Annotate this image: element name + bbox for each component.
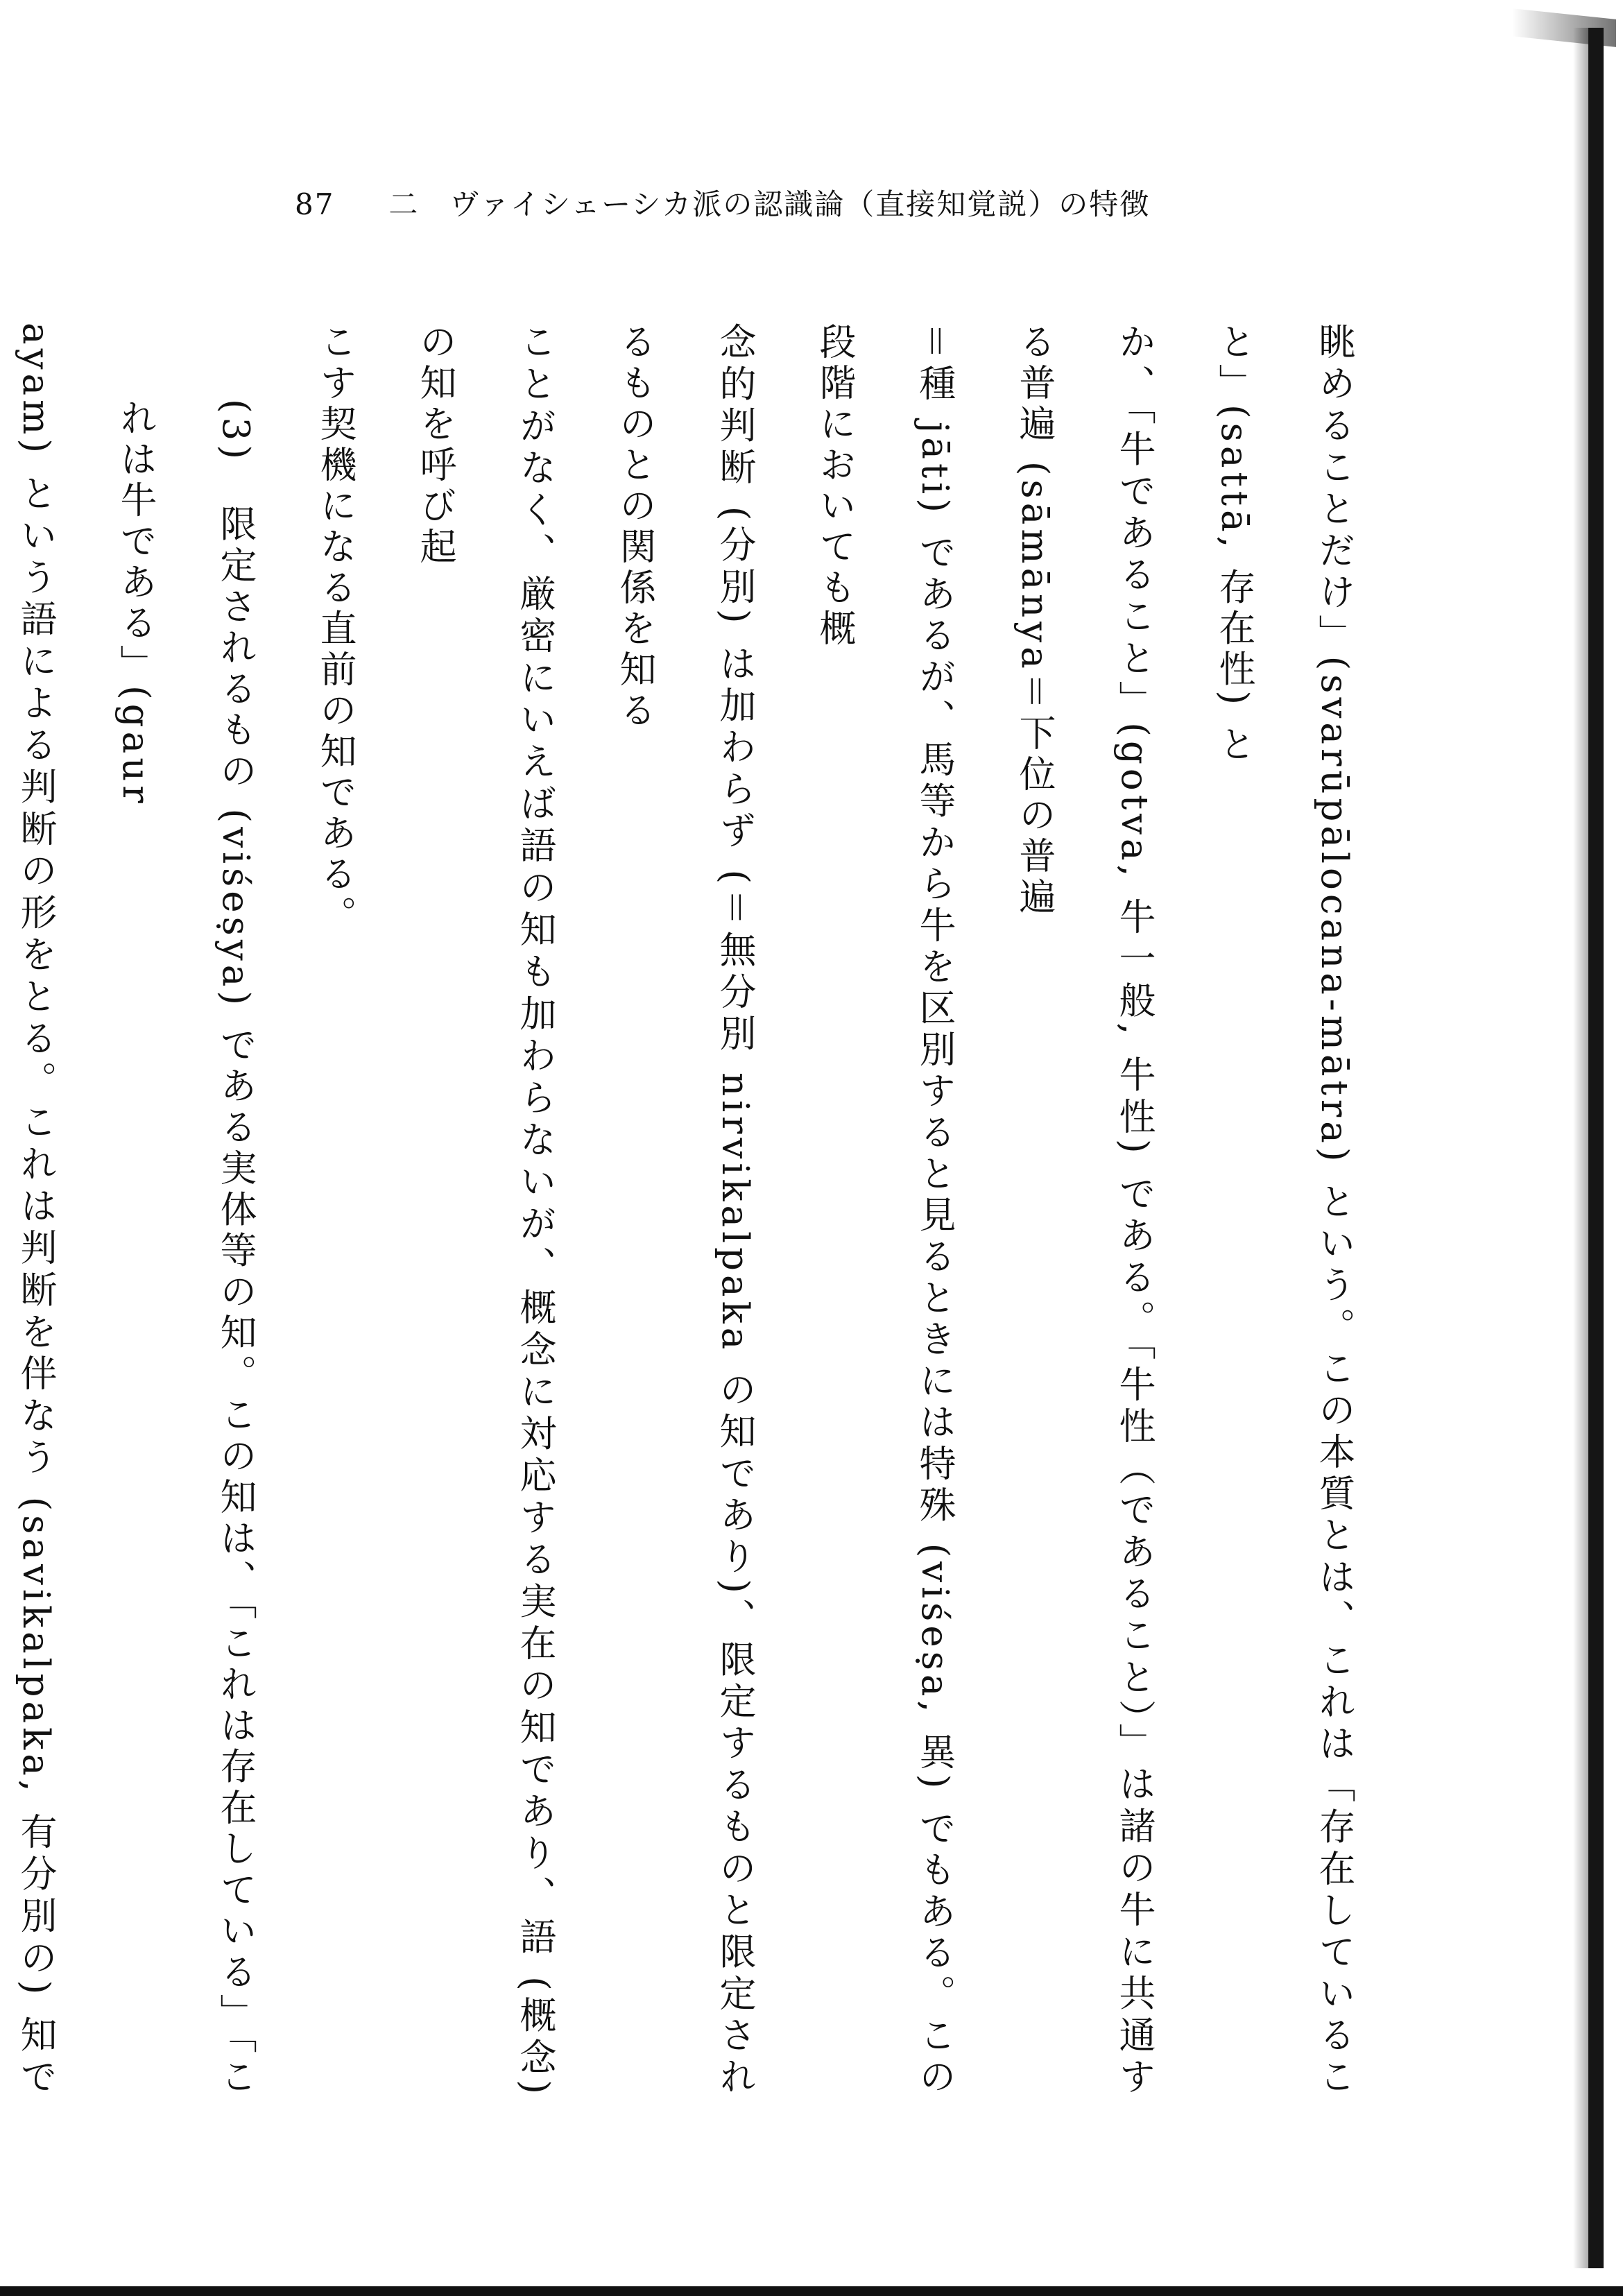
text-line-6: こす契機になる直前の知である。	[314, 323, 357, 936]
chapter-title: 二 ヴァイシェーシカ派の認識論（直接知覚説）の特徴	[388, 187, 1151, 221]
text-line-2: か、「牛であること」(gotva, 牛一般, 牛性) である。「牛性（であること）」は諸の牛に共通する普遍 (sāmānya＝下位の普遍	[1013, 323, 1156, 2098]
text-line-7: (3) 限定されるもの (viśeṣya) である実体等の知。この知は、「これは存在している」「これは牛である」(gaur	[114, 399, 257, 2098]
text-line-4: 念的判断 (分別) は加わらず (＝無分別 nirvikalpaka の知であり)、限定するものと限定されるものとの関係を知る	[614, 323, 756, 2098]
page-number: 87	[295, 187, 335, 221]
scan-bottom-edge	[0, 2286, 1623, 2296]
text-line-1: 眺めることだけ」(svarūpālocana-mātra) という。この本質とは、これは「存在していること」(sattā, 存在性) と	[1213, 323, 1355, 2098]
running-header	[295, 182, 1150, 223]
scan-edge-bar	[1588, 28, 1604, 2268]
text-line-3: ＝種 jāti) であるが、馬等から牛を区別すると見るときには特殊 (viśeṣa, 異) でもある。この段階においても概	[814, 323, 956, 2098]
vertical-body-text	[0, 323, 1384, 2098]
text-line-8: ayam) という語による判断の形をとる。これは判断を伴なう (savikalpaka, 有分別の) 知で	[15, 323, 57, 2098]
scan-shadow-right	[1573, 28, 1590, 2268]
text-line-5: ことがなく、厳密にいえば語の知も加わらないが、概念に対応する実在の知であり、語 (概念) の知を呼び起	[414, 323, 556, 2098]
